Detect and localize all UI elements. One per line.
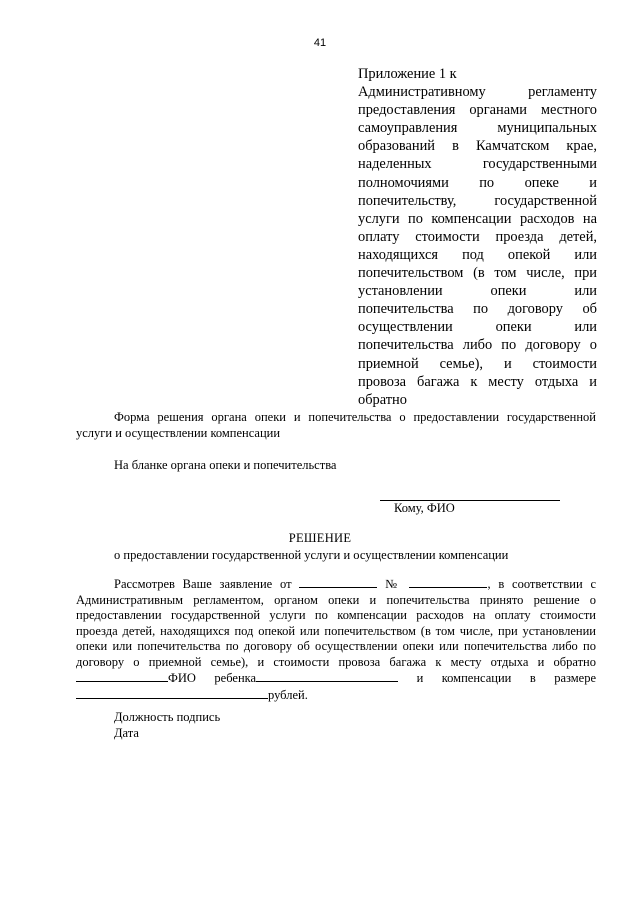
child-name-blank — [256, 670, 398, 682]
amount-blank — [76, 687, 268, 699]
appendix-line: самоуправления муниципальных — [358, 120, 597, 137]
body-line — [76, 670, 596, 687]
signature-label: Должность подпись — [114, 710, 221, 724]
body-line: опеки или попечительства по договору об осуществлении опеки или попечительства либо по — [76, 639, 596, 653]
decision-title: РЕШЕНИЕ — [288, 531, 352, 545]
page-number: 41 — [313, 37, 327, 49]
signature-block — [114, 710, 220, 741]
body-line — [76, 576, 596, 593]
form-title-line: Форма решения органа опеки и попечительства о предоставлении государственной — [114, 410, 596, 424]
appendix-line: попечительства по договору об — [358, 301, 597, 318]
body-line: Административным регламентом, органом опеки и попечительства принято решение о — [76, 592, 596, 607]
decision-body — [76, 576, 596, 703]
body-text-fragment: рублей. — [268, 687, 308, 702]
appendix-line: приемной семье), и стоимости — [358, 355, 597, 372]
body-text-fragment: ФИО ребенка — [168, 671, 257, 685]
appendix-line: Приложение 1 к — [358, 66, 457, 82]
form-title-line: услуги и осуществлении компенсации — [76, 425, 281, 440]
body-text-fragment: , в соответствии с — [487, 577, 596, 591]
appendix-line: попечительству, государственной — [358, 192, 597, 209]
return-blank — [76, 670, 168, 682]
appendix-line: провоза багажа к месту отдыха и — [358, 373, 597, 390]
letterhead-note: На бланке органа опеки и попечительства — [114, 458, 337, 472]
body-text-fragment: № — [385, 577, 402, 591]
body-text-fragment: и компенсации в размере — [416, 671, 597, 685]
addressee-label: Кому, ФИО — [394, 501, 455, 515]
appendix-line: находящихся под опекой или — [358, 246, 597, 263]
appendix-line: предоставления органами местного — [358, 102, 597, 119]
appendix-line: попечительством (в том числе, при — [358, 265, 597, 282]
body-line — [76, 687, 596, 704]
appendix-header — [358, 65, 597, 409]
appendix-line: установлении опеки или — [358, 283, 597, 300]
appendix-line: образований в Камчатском крае, — [358, 138, 597, 155]
date-blank — [299, 576, 377, 588]
form-title — [76, 410, 596, 441]
number-blank — [409, 576, 487, 588]
appendix-line: услуги по компенсации расходов на — [358, 210, 597, 227]
body-line: предоставлении государственной услуги по компенсации расходов на оплату стоимости — [76, 608, 596, 622]
body-line: проезда детей, находящихся под опекой или попечительством (в том числе, при установлении — [76, 623, 596, 638]
appendix-line: Административному регламенту — [358, 84, 597, 101]
appendix-line: попечительства либо по договору о — [358, 337, 597, 354]
appendix-line: осуществлении опеки или — [358, 319, 597, 336]
date-label: Дата — [114, 725, 139, 740]
body-text-fragment: Рассмотрев Ваше заявление от — [114, 577, 292, 591]
appendix-line: наделенных государственными — [358, 156, 597, 173]
decision-subtitle: о предоставлении государственной услуги и осуществлении компенсации — [114, 548, 509, 562]
appendix-line: полномочиями по опеке и — [358, 174, 597, 191]
appendix-line: оплату стоимости проезда детей, — [358, 228, 597, 245]
body-line: договору о приемной семье), и стоимости провоза багажа к месту отдыха и обратно — [76, 654, 596, 669]
appendix-line: обратно — [358, 391, 407, 408]
